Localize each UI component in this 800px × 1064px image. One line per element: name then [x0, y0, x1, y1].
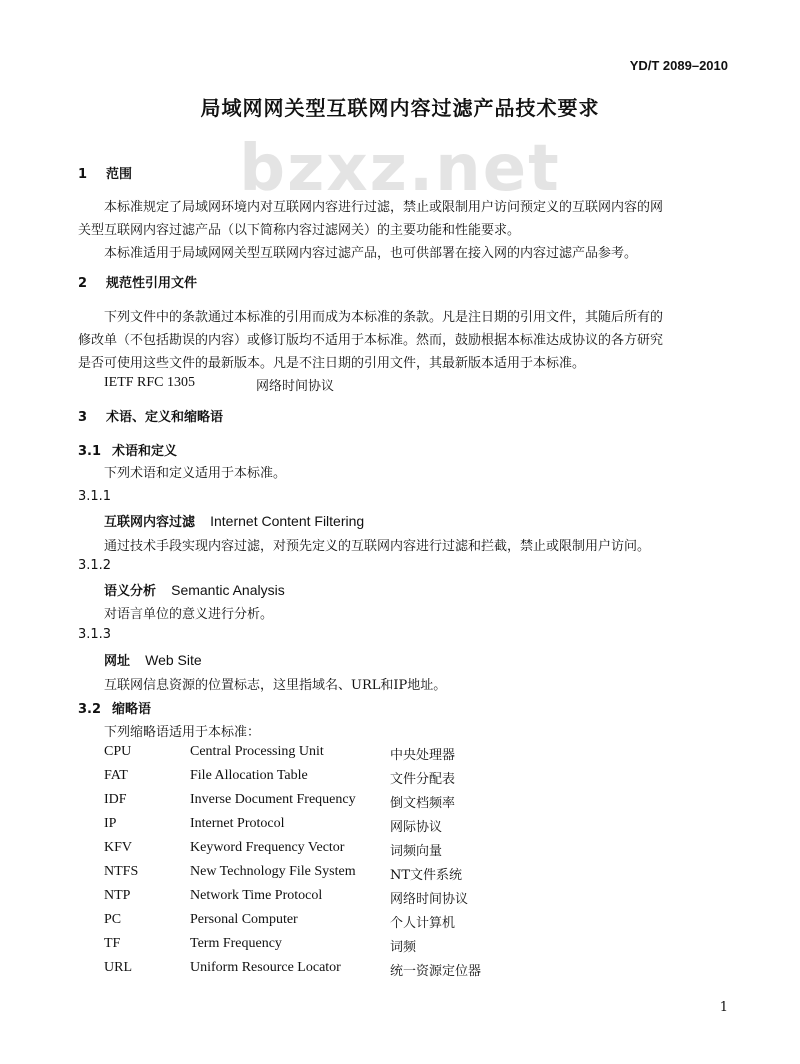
section-3-1-heading: 3.1 术语和定义 — [78, 444, 178, 459]
abbreviation: CPU — [104, 744, 132, 759]
abbreviation-english: Uniform Resource Locator — [190, 960, 341, 975]
section-3-2-intro: 下列缩略语适用于本标准： — [104, 725, 261, 740]
document-title: 局域网网关型互联网内容过滤产品技术要求 — [200, 96, 600, 120]
abbreviation-chinese: 个人计算机 — [390, 916, 456, 931]
section-3-2-heading: 3.2 缩略语 — [78, 702, 152, 717]
section-3-heading: 3 术语、定义和缩略语 — [78, 410, 224, 425]
term-3-1-1: 互联网内容过滤 Internet Content Filtering — [104, 513, 365, 530]
abbreviation-chinese: 词频 — [390, 940, 417, 955]
abbreviation: NTP — [104, 888, 131, 903]
abbreviation-chinese: 倒文档频率 — [390, 796, 456, 811]
abbreviation-english: File Allocation Table — [190, 768, 308, 783]
term-3-1-2-definition: 对语言单位的意义进行分析。 — [104, 607, 274, 622]
abbreviation-english: Internet Protocol — [190, 816, 285, 831]
section-1-para-1-line-2: 关型互联网内容过滤产品（以下简称内容过滤网关）的主要功能和性能要求。 — [78, 223, 521, 238]
abbreviation: TF — [104, 936, 121, 951]
abbreviation: KFV — [104, 840, 133, 855]
watermark: bzxz.net — [239, 132, 561, 206]
abbreviation-chinese: 统一资源定位器 — [390, 964, 482, 979]
abbreviation-english: Personal Computer — [190, 912, 298, 927]
section-2-para-line-2: 修改单（不包括勘误的内容）或修订版均不适用于本标准。然而，鼓励根据本标准达成协议的各方研究 — [78, 333, 664, 348]
section-3-1-intro: 下列术语和定义适用于本标准。 — [104, 466, 287, 481]
abbreviation: URL — [104, 960, 132, 975]
term-3-1-2: 语义分析 Semantic Analysis — [104, 582, 285, 599]
abbreviation: NTFS — [104, 864, 139, 879]
section-2-para-line-1: 下列文件中的条款通过本标准的引用而成为本标准的条款。凡是注日期的引用文件，其随后所有的 — [104, 310, 664, 325]
abbreviation-english: Network Time Protocol — [190, 888, 323, 903]
abbreviation-chinese: 词频向量 — [390, 844, 443, 859]
normative-reference: IETF RFC 1305 网络时间协议 — [104, 375, 335, 394]
term-3-1-3: 网址 Web Site — [104, 652, 202, 669]
abbreviation-chinese: 网络时间协议 — [390, 892, 469, 907]
abbreviation-english: New Technology File System — [190, 864, 356, 879]
page-number: 1 — [719, 1000, 728, 1015]
abbreviation: IP — [104, 816, 117, 831]
section-2-heading: 2 规范性引用文件 — [78, 276, 198, 291]
section-1-para-2: 本标准适用于局域网网关型互联网内容过滤产品，也可供部署在接入网的内容过滤产品参考。 — [104, 246, 638, 261]
term-3-1-1-number: 3.1.1 — [78, 489, 112, 504]
section-2-para-line-3: 是否可使用这些文件的最新版本。凡是不注日期的引用文件，其最新版本适用于本标准。 — [78, 356, 586, 371]
standard-number: YD/T 2089–2010 — [629, 58, 728, 73]
section-1-heading: 1 范围 — [78, 167, 133, 182]
term-3-1-1-definition: 通过技术手段实现内容过滤，对预先定义的互联网内容进行过滤和拦截，禁止或限制用户访问。 — [104, 539, 651, 554]
abbreviation: FAT — [104, 768, 128, 783]
abbreviation-english: Term Frequency — [190, 936, 282, 951]
abbreviation: PC — [104, 912, 122, 927]
abbreviation: IDF — [104, 792, 127, 807]
abbreviation-english: Central Processing Unit — [190, 744, 324, 759]
abbreviation-english: Keyword Frequency Vector — [190, 840, 345, 855]
abbreviation-chinese: 网际协议 — [390, 820, 443, 835]
abbreviation-english: Inverse Document Frequency — [190, 792, 356, 807]
term-3-1-3-definition: 互联网信息资源的位置标志，这里指域名、URL和IP地址。 — [104, 678, 447, 693]
term-3-1-3-number: 3.1.3 — [78, 627, 112, 642]
abbreviation-chinese: 文件分配表 — [390, 772, 456, 787]
section-1-para-1-line-1: 本标准规定了局域网环境内对互联网内容进行过滤，禁止或限制用户访问预定义的互联网内容的网 — [104, 200, 664, 215]
abbreviation-chinese: NT文件系统 — [390, 868, 463, 883]
term-3-1-2-number: 3.1.2 — [78, 558, 112, 573]
abbreviation-chinese: 中央处理器 — [390, 748, 456, 763]
